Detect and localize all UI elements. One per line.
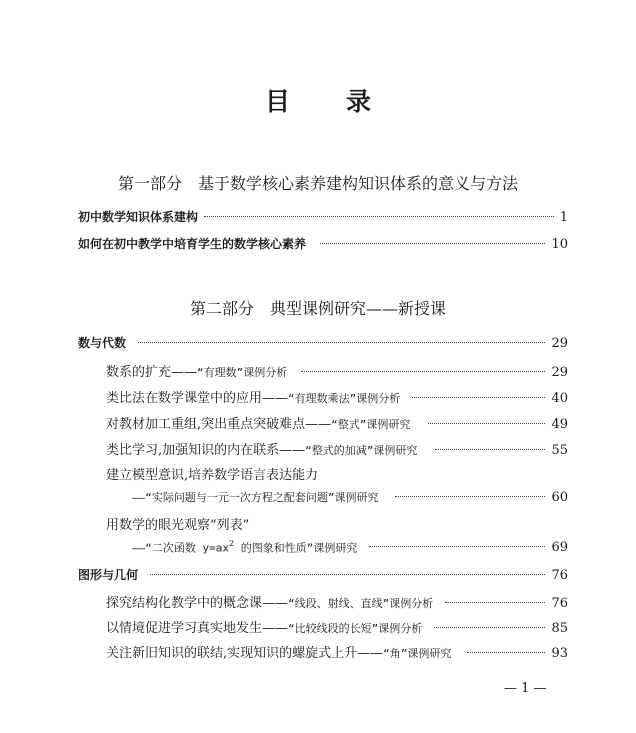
leader-dots	[320, 243, 545, 244]
leader-dots	[445, 602, 545, 603]
leader-dots	[369, 546, 545, 547]
page-number: 49	[551, 417, 568, 432]
entry-subtitle: ——“二次函数 $y=ax^2$ 的图象和性质”课例研究	[132, 539, 358, 555]
entry-title-line: 建立模型意识,培养数学语言表达能力	[106, 468, 319, 483]
toc-entry[interactable]	[106, 642, 568, 661]
leader-dots	[138, 342, 545, 343]
toc-entry[interactable]	[106, 361, 568, 380]
leader-dots	[428, 423, 545, 424]
leader-dots	[150, 574, 545, 575]
toc-entry[interactable]	[106, 592, 568, 611]
leader-dots	[204, 216, 554, 217]
page-number: 10	[551, 237, 568, 252]
toc-entry[interactable]	[132, 539, 568, 555]
leader-dots	[412, 397, 545, 398]
entry-label: 类比法在数学课堂中的应用——“有理数乘法”课例分析	[106, 391, 401, 406]
toc-entry[interactable]	[106, 413, 568, 432]
title-char-1: 目	[264, 87, 290, 116]
toc-entry[interactable]	[106, 439, 568, 458]
entry-label: 初中数学知识体系建构	[78, 210, 199, 224]
page-number: 55	[551, 443, 568, 458]
page-number: 29	[551, 365, 568, 380]
leader-dots	[301, 371, 545, 372]
section-label: 图形与几何	[78, 568, 139, 582]
toc-entry[interactable]	[106, 617, 568, 636]
page-number: 1	[559, 210, 568, 225]
page-number: 76	[551, 596, 568, 611]
page-number: 40	[551, 391, 568, 406]
entry-title-line: 用数学的眼光观察“列表”	[106, 518, 250, 533]
toc-entry[interactable]	[132, 489, 568, 505]
section-label: 数与代数	[78, 336, 127, 350]
page-footer-number: — 1 —	[504, 681, 547, 696]
part2-heading: 第二部分 典型课例研究——新授课	[189, 299, 446, 318]
leader-dots	[395, 496, 546, 497]
page-number: 29	[551, 336, 568, 351]
toc-entry[interactable]	[78, 208, 568, 225]
page-number: 76	[551, 568, 568, 583]
section-entry-geometry[interactable]	[78, 566, 568, 583]
page-number: 85	[551, 621, 568, 636]
entry-subtitle: ——“实际问题与一元一次方程之配套问题”课例研究	[132, 491, 379, 504]
entry-label: 类比学习,加强知识的内在联系——“整式的加减”课例研究	[106, 443, 418, 458]
entry-label: 数系的扩充——“有理数”课例分析	[106, 365, 288, 380]
entry-label: 探究结构化教学中的概念课——“线段、射线、直线”课例分析	[106, 596, 434, 611]
entry-label: 对教材加工重组,突出重点突破难点——“整式”课例研究	[106, 417, 411, 432]
toc-entry[interactable]	[78, 235, 568, 252]
title-char-2: 录	[346, 87, 372, 116]
page-number: 60	[551, 490, 568, 505]
leader-dots	[435, 449, 545, 450]
section-entry-algebra[interactable]	[78, 334, 568, 351]
entry-label: 如何在初中教学中培育学生的数学核心素养	[78, 237, 307, 251]
page-number: 93	[551, 646, 568, 661]
entry-label: 关注新旧知识的联结,实现知识的螺旋式上升——“角”课例研究	[106, 646, 452, 661]
part1-heading: 第一部分 基于数学核心素养建构知识体系的意义与方法	[117, 174, 518, 193]
leader-dots	[467, 652, 545, 653]
toc-entry[interactable]	[106, 387, 568, 406]
entry-label: 以情境促进学习真实地发生——“比较线段的长短”课例分析	[106, 621, 423, 636]
leader-dots	[434, 627, 545, 628]
page-number: 69	[551, 540, 568, 556]
page-title	[0, 82, 636, 118]
